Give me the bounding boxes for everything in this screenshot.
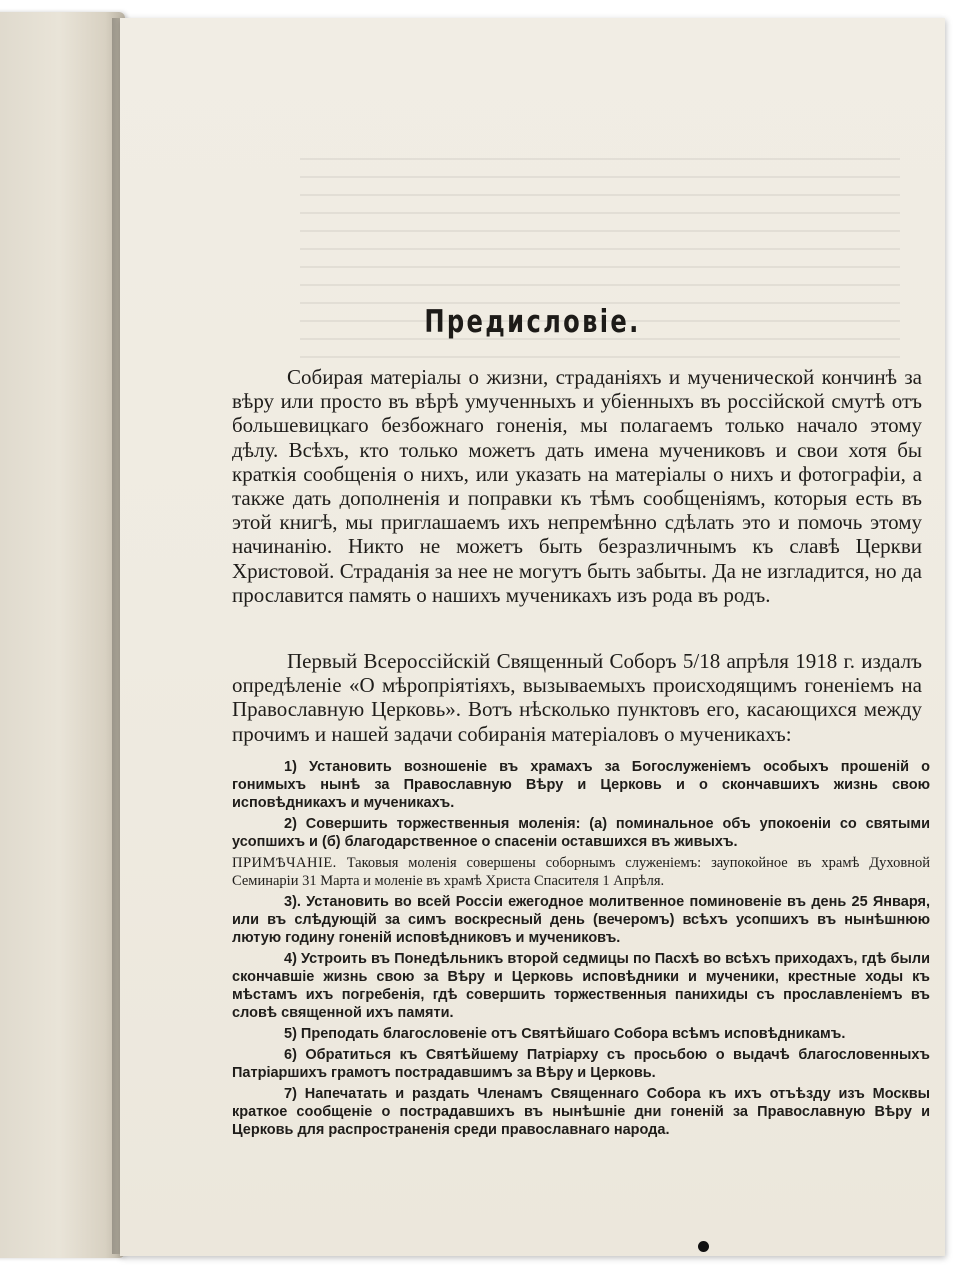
point-5	[232, 1025, 930, 1043]
point-6-text: 6) Обратиться къ Святѣйшему Патріарху съ просьбою о выдачѣ благословенныхъ Патріаршихъ грамотъ пострадавшимъ за Вѣру и Церковь.	[232, 1047, 930, 1081]
point-4-text: 4) Устроить въ Понедѣльникъ второй седмицы по Пасхѣ во всѣхъ приходахъ, гдѣ были скончавшіе жизнь свою за Вѣру и Церковь исповѣдники и мученики, крестные ходы къ мѣстамъ ихъ погребенія, гдѣ совершить торжественныя панихиды съ прославленіемъ въ словѣ священной ихъ памяти.	[232, 951, 930, 1021]
point-5-text: 5) Преподать благословеніе отъ Святѣйшаго Собора всѣмъ исповѣдникамъ.	[284, 1026, 846, 1042]
ink-dot	[698, 1241, 709, 1252]
note-body: Таковыя моленія совершены соборнымъ служеніемъ: заупокойное въ храмѣ Духовной Семинаріи 31 Марта и моленіе въ храмѣ Христа Спасителя 1 Апрѣля.	[232, 855, 930, 889]
document-page	[120, 18, 945, 1256]
point-1	[232, 758, 930, 812]
point-7-text: 7) Напечатать и раздать Членамъ Священнаго Собора къ ихъ отъѣзду изъ Москвы краткое сообщеніе о пострадавшихъ въ нынѣшніе дни гоненій за Православную Вѣру и Церковь для распространенія среди православнаго народа.	[232, 1086, 930, 1138]
page-title: Предисловіе.	[424, 304, 641, 340]
point-2-text: 2) Совершить торжественныя моленія: (а) поминальное объ упокоеніи со святыми усопшихъ и (б) благодарственное о спасеніи оставшихся въ живыхъ.	[232, 816, 930, 850]
paragraph-1-text: Собирая матеріалы о жизни, страданіяхъ и мученической кончинѣ за вѣру или просто въ вѣрѣ умученныхъ и убіенныхъ въ россійской смутѣ отъ большевицкаго безбожнаго гоненія, мы полагаемъ только начало этому дѣлу. Всѣхъ, кто только можетъ дать имена мучениковъ и свои хотя бы краткія сообщенія о нихъ, или указать на матеріалы о нихъ и фотографіи, а также дать дополненія и поправки къ тѣмъ сообщеніямъ, которыя есть въ этой книгѣ, мы приглашаемъ ихъ непремѣнно сдѣлать это и помочь этому начинанію. Никто не можетъ быть безразличнымъ къ славѣ Церкви Христовой. Страданія за нее не могутъ быть забыты. Да не изгладится, но да прославится память о нашихъ мученикахъ изъ рода въ родъ.	[232, 365, 922, 607]
point-1-text: 1) Установить возношеніе въ храмахъ за Богослуженіемъ особыхъ прошеній о гонимыхъ нынѣ за Православную Вѣру и Церковь и о скончавшихъ жизнь свою исповѣдникахъ и мученикахъ.	[232, 759, 930, 811]
point-2	[232, 815, 930, 851]
paragraph-1	[232, 365, 922, 607]
resolution-points	[232, 758, 930, 1142]
point-3-text: 3). Установить во всей Россіи ежегодное молитвенное поминовеніе въ день 25 Января, или въ слѣдующій за симъ воскресный день (вечеромъ) всѣхъ усопшихъ въ нынѣшнюю лютую годину гоненій исповѣдниковъ и мучениковъ.	[232, 894, 930, 946]
paragraph-2-text: Первый Всероссійскій Священный Соборъ 5/18 апрѣля 1918 г. издалъ опредѣленіе «О мѣропріятіяхъ, вызываемыхъ происходящимъ гоненіемъ на Православную Церковь». Вотъ нѣсколько пунктовъ его, касающихся между прочимъ и нашей задачи собиранія матеріаловъ о мученикахъ:	[232, 649, 922, 746]
left-page-edge	[0, 12, 125, 1258]
point-3	[232, 893, 930, 947]
point-7	[232, 1085, 930, 1139]
paragraph-2	[232, 649, 922, 746]
point-6	[232, 1046, 930, 1082]
note	[232, 854, 930, 890]
point-4	[232, 950, 930, 1022]
note-head: ПРИМѢЧАНІЕ.	[232, 855, 337, 871]
